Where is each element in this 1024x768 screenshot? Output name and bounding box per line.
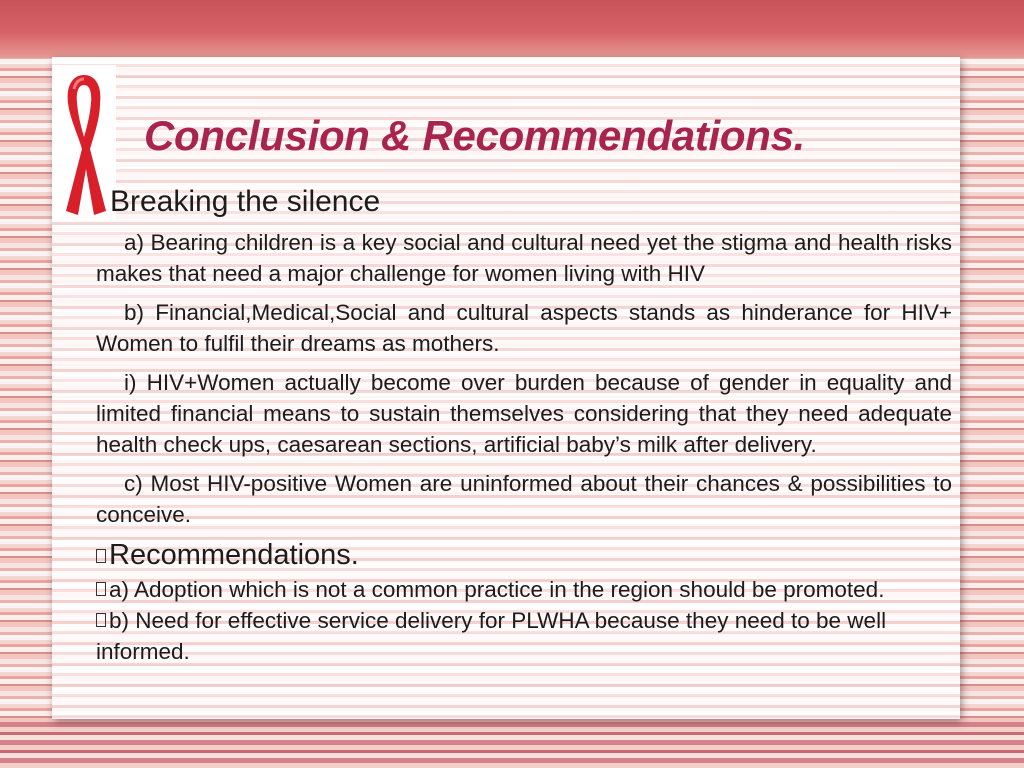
recommendation-item bbox=[96, 574, 942, 605]
section-heading: Breaking the silence bbox=[110, 185, 381, 218]
slide-panel bbox=[52, 57, 960, 719]
top-decorative-band bbox=[0, 0, 1024, 58]
slide-title: Conclusion & Recommendations. bbox=[144, 112, 806, 159]
paragraph-a: a) Bearing children is a key social and cultural need yet the stigma and health risks makes that need a major challenge for women living with HIV bbox=[96, 230, 952, 286]
paragraph-c: c) Most HIV-positive Women are uninformed about their chances & possibilities to conceive. bbox=[96, 471, 952, 527]
recommendation-text: b) Need for effective service delivery for PLWHA because they need to be well informed. bbox=[96, 608, 887, 664]
bullet-box-icon bbox=[96, 582, 106, 596]
recommendations-heading bbox=[96, 538, 952, 572]
bottom-decorative-band bbox=[0, 722, 1024, 768]
bullet-box-icon bbox=[96, 613, 106, 627]
paragraph-i: i) HIV+Women actually become over burden because of gender in equality and limited financial means to sustain themselves considering that they need adequate health check ups, caesarean sections, artificial baby’s milk after delivery. bbox=[96, 370, 952, 457]
slide-content bbox=[96, 185, 952, 667]
bullet-box-icon bbox=[96, 549, 106, 563]
recommendation-text: a) Adoption which is not a common practice in the region should be promoted. bbox=[109, 577, 885, 602]
recommendation-item bbox=[96, 605, 942, 667]
recommendations-heading-text: Recommendations. bbox=[109, 539, 359, 571]
paragraph-b: b) Financial,Medical,Social and cultural aspects stands as hinderance for HIV+ Women to fulfil their dreams as mothers. bbox=[96, 300, 952, 356]
